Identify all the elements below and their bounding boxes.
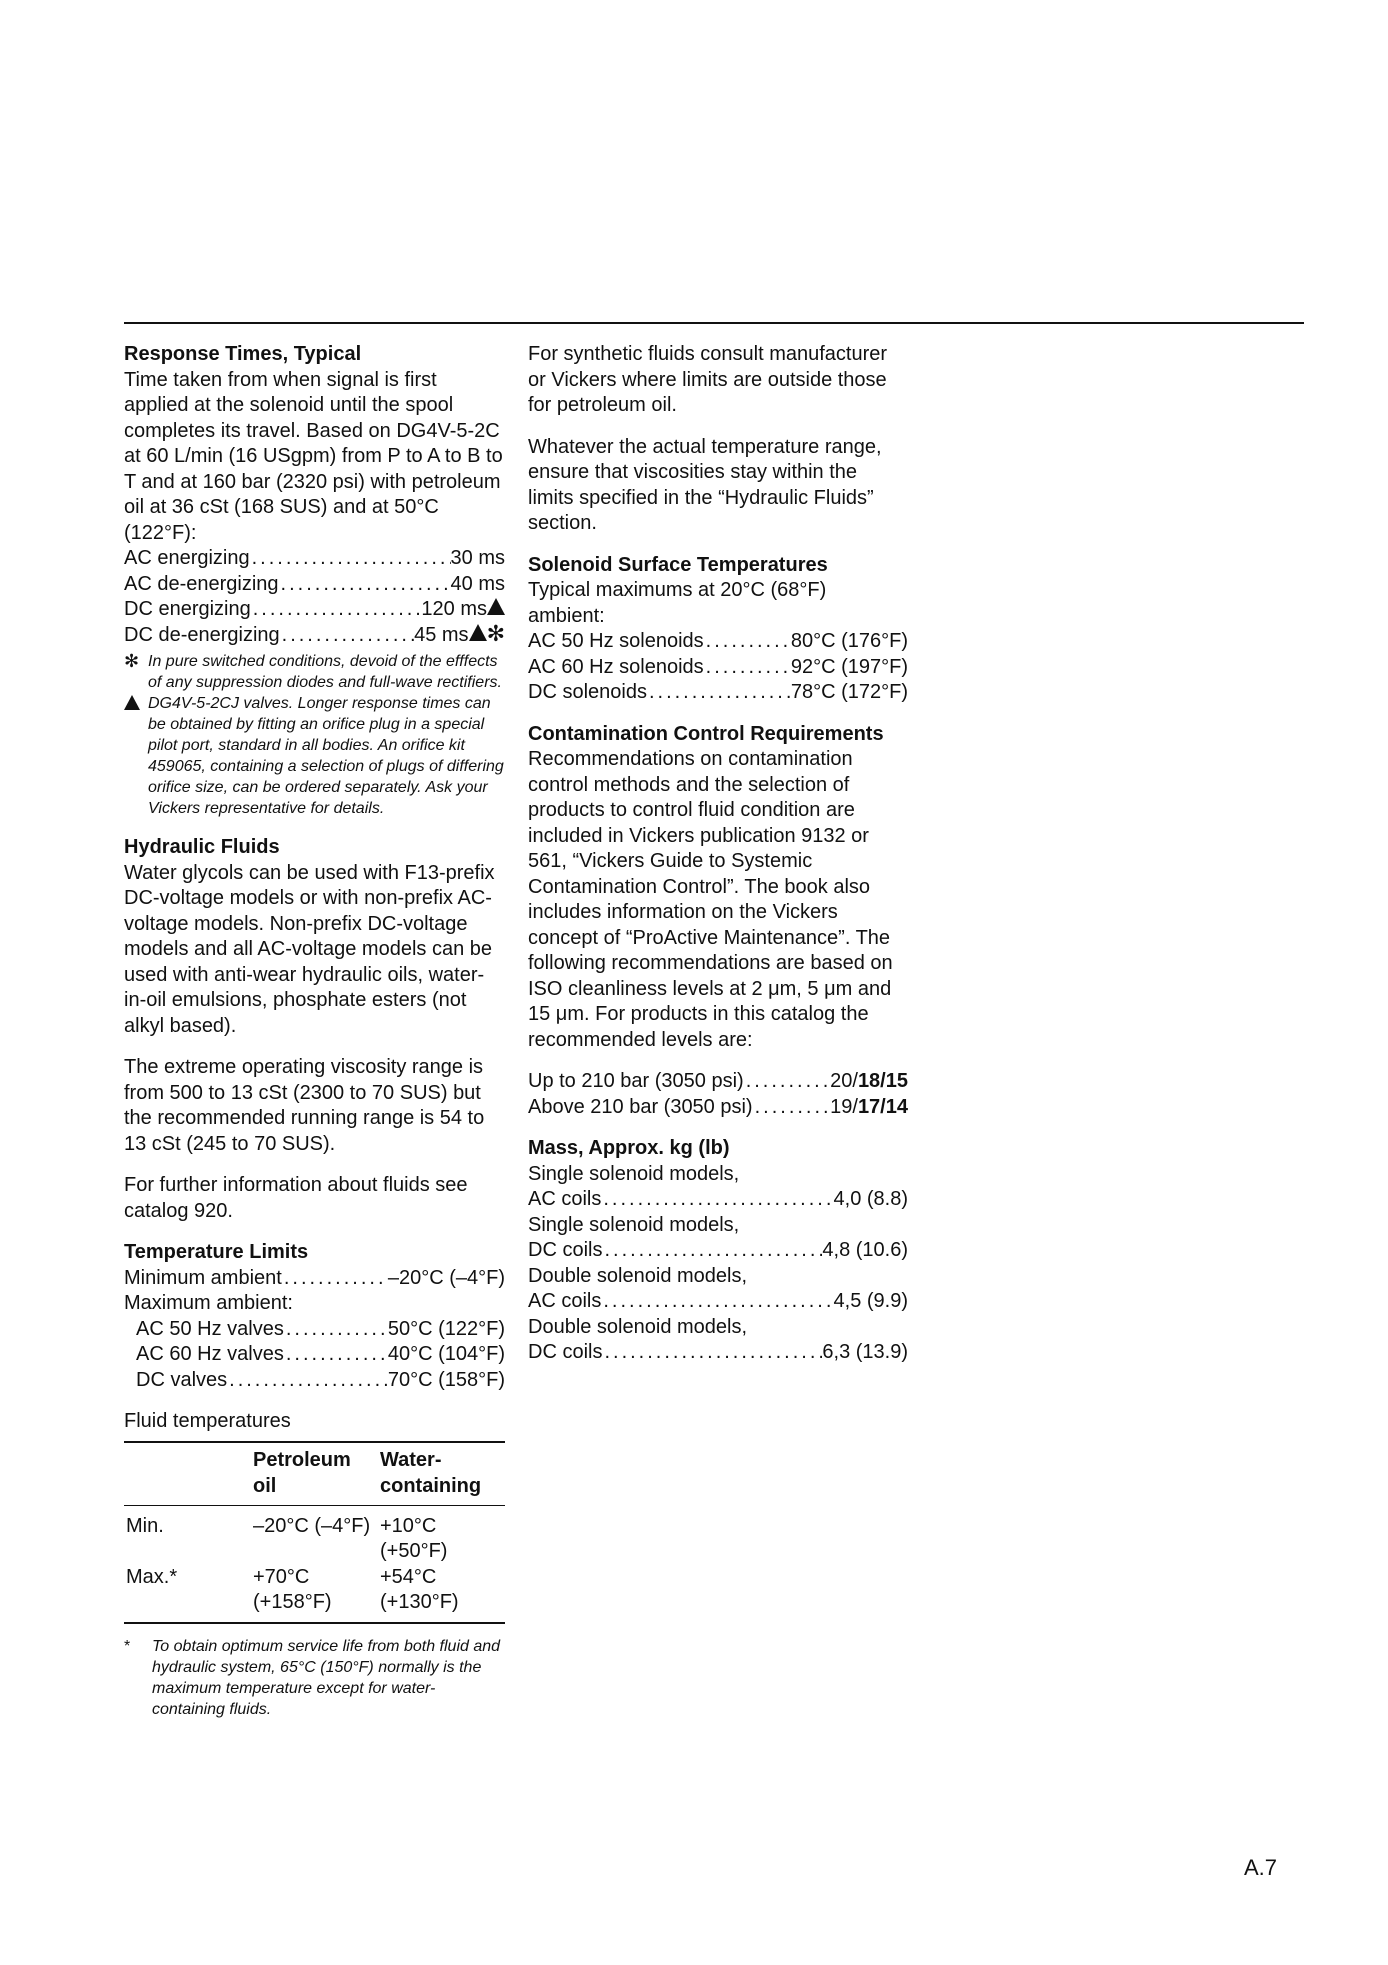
row-label: DC valves	[136, 1368, 228, 1391]
mass-row	[528, 1238, 908, 1264]
row-value: 78°C (172°F)	[790, 681, 908, 703]
mass-item-title: Single solenoid models,	[528, 1162, 740, 1185]
triangle-icon	[487, 598, 505, 615]
response-body: Time taken from when signal is first applied at the solenoid until the spool completes its travel. Based on DG4V-5-2C at 60 L/min (16 USgpm) from P to A to B to T and at 160 bar (2320 psi) with petroleum oil at 36 cSt (168 SUS) and at 50°C (122°F):	[124, 368, 503, 544]
hydraulic-p3: For further information about fluids see catalog 920.	[124, 1174, 468, 1222]
table-footnote	[124, 1636, 505, 1720]
response-heading: Response Times, Typical	[124, 343, 362, 365]
fluid-temperature-table	[124, 1441, 505, 1624]
row-label: AC energizing	[124, 547, 250, 569]
solenoid-heading: Solenoid Surface Temperatures	[528, 553, 828, 576]
footnote-mark: *	[124, 1637, 131, 1655]
synthetic-p1: For synthetic fluids consult manufacturer or Vickers where limits are outside those for petroleum oil.	[528, 343, 888, 416]
mass-row	[528, 1289, 908, 1315]
row-label: DC coils	[528, 1341, 603, 1363]
asterisk-icon: ✻	[124, 651, 140, 671]
synthetic-p2: Whatever the actual temperature range, ensure that viscosities stay within the limits specified in the “Hydraulic Fluids” section.	[528, 435, 882, 534]
solenoid-row-dc	[528, 680, 908, 706]
leader-dots	[250, 546, 451, 572]
row-label: Minimum ambient	[124, 1266, 282, 1289]
table-cell: +70°C (+158°F)	[253, 1565, 332, 1613]
solenoid-body: Typical maximums at 20°C (68°F) ambient:	[528, 579, 827, 627]
header-rule	[124, 322, 1304, 324]
middle-column	[528, 342, 908, 1366]
row-label: AC 60 Hz valves	[136, 1343, 284, 1365]
temp-row-ac60	[124, 1342, 505, 1368]
row-value: 6,3 (13.9)	[822, 1341, 908, 1363]
solenoid-row-ac60	[528, 655, 908, 681]
leader-dots	[704, 655, 791, 681]
leader-dots	[704, 629, 791, 655]
contamination-heading: Contamination Control Requirements	[528, 722, 884, 745]
row-label: AC de-energizing	[124, 572, 279, 595]
table-cell: Max.*	[126, 1565, 178, 1588]
table-cell: –20°C (–4°F)	[253, 1514, 371, 1537]
note-text: DG4V-5-2CJ valves. Longer response times can be obtained by fitting an orifice plug in a special pilot port, standard in all bodies. An orifice kit 459065, containing a selection of plugs of differing orifice size, can be ordered separately. Ask your Vickers representative for details.	[148, 695, 504, 817]
response-row-ac-energizing	[124, 546, 505, 572]
response-row-dc-de-energizing	[124, 620, 505, 649]
row-label: DC de-energizing	[124, 623, 280, 646]
row-value: 4,5 (9.9)	[833, 1290, 908, 1312]
leader-dots	[280, 623, 414, 649]
leader-dots	[744, 1069, 830, 1095]
table-row	[124, 1505, 505, 1565]
table-header	[124, 1442, 251, 1506]
contamination-row-upto	[528, 1069, 908, 1095]
value-bold: 18/15	[857, 1070, 908, 1092]
row-label: Above 210 bar (3050 psi)	[528, 1095, 753, 1118]
table-cell: +54°C (+130°F)	[380, 1565, 459, 1613]
hydraulic-p1: Water glycols can be used with F13-prefix DC-voltage models or with non-prefix AC-voltage models. Non-prefix DC-voltage models and all AC-voltage models can be used with anti-wear hydraulic oils, water-in-oil emulsions, phosphate esters (not alkyl based).	[124, 861, 495, 1037]
contamination-row-above	[528, 1095, 908, 1121]
leader-dots	[602, 1238, 822, 1264]
response-row-ac-de-energizing	[124, 572, 505, 598]
note-triangle	[124, 693, 505, 819]
row-value: 70°C (158°F)	[387, 1368, 505, 1391]
mass-row	[528, 1187, 908, 1213]
mass-heading: Mass, Approx. kg (lb)	[528, 1137, 730, 1159]
temp-max-label: Maximum ambient:	[124, 1292, 293, 1314]
table-row	[124, 1565, 505, 1623]
note-asterisk	[124, 651, 505, 693]
row-value: 92°C (197°F)	[790, 655, 908, 678]
table-header: Petroleum oil	[253, 1448, 351, 1497]
value-plain: 20/	[830, 1070, 858, 1092]
table-cell: Min.	[126, 1514, 164, 1537]
row-value: 50°C (122°F)	[387, 1317, 505, 1340]
row-value: 45 ms	[414, 623, 469, 646]
hydraulic-p2: The extreme operating viscosity range is from 500 to 13 cSt (2300 to 70 SUS) but the recommended running range is 54 to 13 cSt (245 to 70 SUS).	[124, 1056, 485, 1155]
temp-row-min	[124, 1266, 505, 1292]
mass-item-title: Double solenoid models,	[528, 1315, 748, 1338]
leader-dots	[602, 1340, 822, 1366]
row-value: 120 ms	[421, 598, 487, 620]
fluid-caption: Fluid temperatures	[124, 1410, 291, 1432]
leader-dots	[601, 1187, 833, 1213]
leader-dots	[227, 1368, 388, 1394]
leader-dots	[279, 572, 451, 598]
row-value: 4,8 (10.6)	[822, 1239, 908, 1261]
row-value	[830, 1069, 908, 1095]
temp-row-ac50	[124, 1317, 505, 1343]
leader-dots	[251, 597, 422, 623]
triangle-icon	[124, 693, 148, 819]
hydraulic-heading: Hydraulic Fluids	[124, 836, 280, 858]
row-value: 40°C (104°F)	[387, 1343, 505, 1365]
temp-row-dc	[124, 1368, 505, 1394]
row-value: –20°C (–4°F)	[387, 1266, 505, 1289]
leader-dots	[753, 1095, 831, 1121]
page-number: A.7	[1244, 1855, 1278, 1880]
row-value: 4,0 (8.8)	[833, 1188, 908, 1210]
row-value	[830, 1095, 908, 1121]
mass-item-title: Single solenoid models,	[528, 1213, 740, 1236]
row-label: Up to 210 bar (3050 psi)	[528, 1070, 744, 1092]
solenoid-row-ac50	[528, 629, 908, 655]
asterisk-icon: ✻	[486, 620, 505, 646]
temperature-heading: Temperature Limits	[124, 1241, 309, 1263]
row-label: DC solenoids	[528, 681, 647, 703]
row-label: AC coils	[528, 1290, 602, 1312]
leader-dots	[647, 680, 791, 706]
left-column	[124, 342, 505, 1720]
leader-dots	[601, 1289, 833, 1315]
row-label: AC 50 Hz valves	[136, 1317, 284, 1340]
footnote-text: To obtain optimum service life from both fluid and hydraulic system, 65°C (150°F) normally is the maximum temperature except for water-containing fluids.	[152, 1637, 501, 1718]
contamination-body: Recommendations on contamination control methods and the selection of products to control fluid condition are included in Vickers publication 9132 or 561, “Vickers Guide to Systemic Contamination Control”. The book also includes information on the Vickers concept of “ProActive Maintenance”. The following recommendations are based on ISO cleanliness levels at 2 μm, 5 μm and 15 μm. For products in this catalog the recommended levels are:	[528, 748, 893, 1051]
mass-row	[528, 1340, 908, 1366]
leader-dots	[282, 1266, 388, 1292]
leader-dots	[284, 1317, 388, 1343]
row-value: 30 ms	[450, 547, 505, 569]
triangle-icon	[469, 624, 487, 641]
row-label: AC 50 Hz solenoids	[528, 630, 704, 652]
value-plain: 19/	[830, 1095, 858, 1118]
table-header-row	[124, 1442, 505, 1506]
row-label: DC energizing	[124, 598, 251, 620]
table-cell: +10°C (+50°F)	[380, 1514, 448, 1562]
row-label: AC 60 Hz solenoids	[528, 655, 704, 678]
row-value: 80°C (176°F)	[790, 630, 908, 652]
leader-dots	[284, 1342, 388, 1368]
row-value: 40 ms	[450, 572, 505, 595]
note-text: In pure switched conditions, devoid of the efffects of any suppression diodes and full-wave rectifiers.	[148, 653, 502, 691]
value-bold: 17/14	[857, 1095, 908, 1118]
mass-item-title: Double solenoid models,	[528, 1264, 748, 1287]
response-row-dc-energizing	[124, 597, 505, 623]
row-label: DC coils	[528, 1239, 603, 1261]
row-label: AC coils	[528, 1188, 602, 1210]
table-header: Water-containing	[380, 1448, 482, 1497]
